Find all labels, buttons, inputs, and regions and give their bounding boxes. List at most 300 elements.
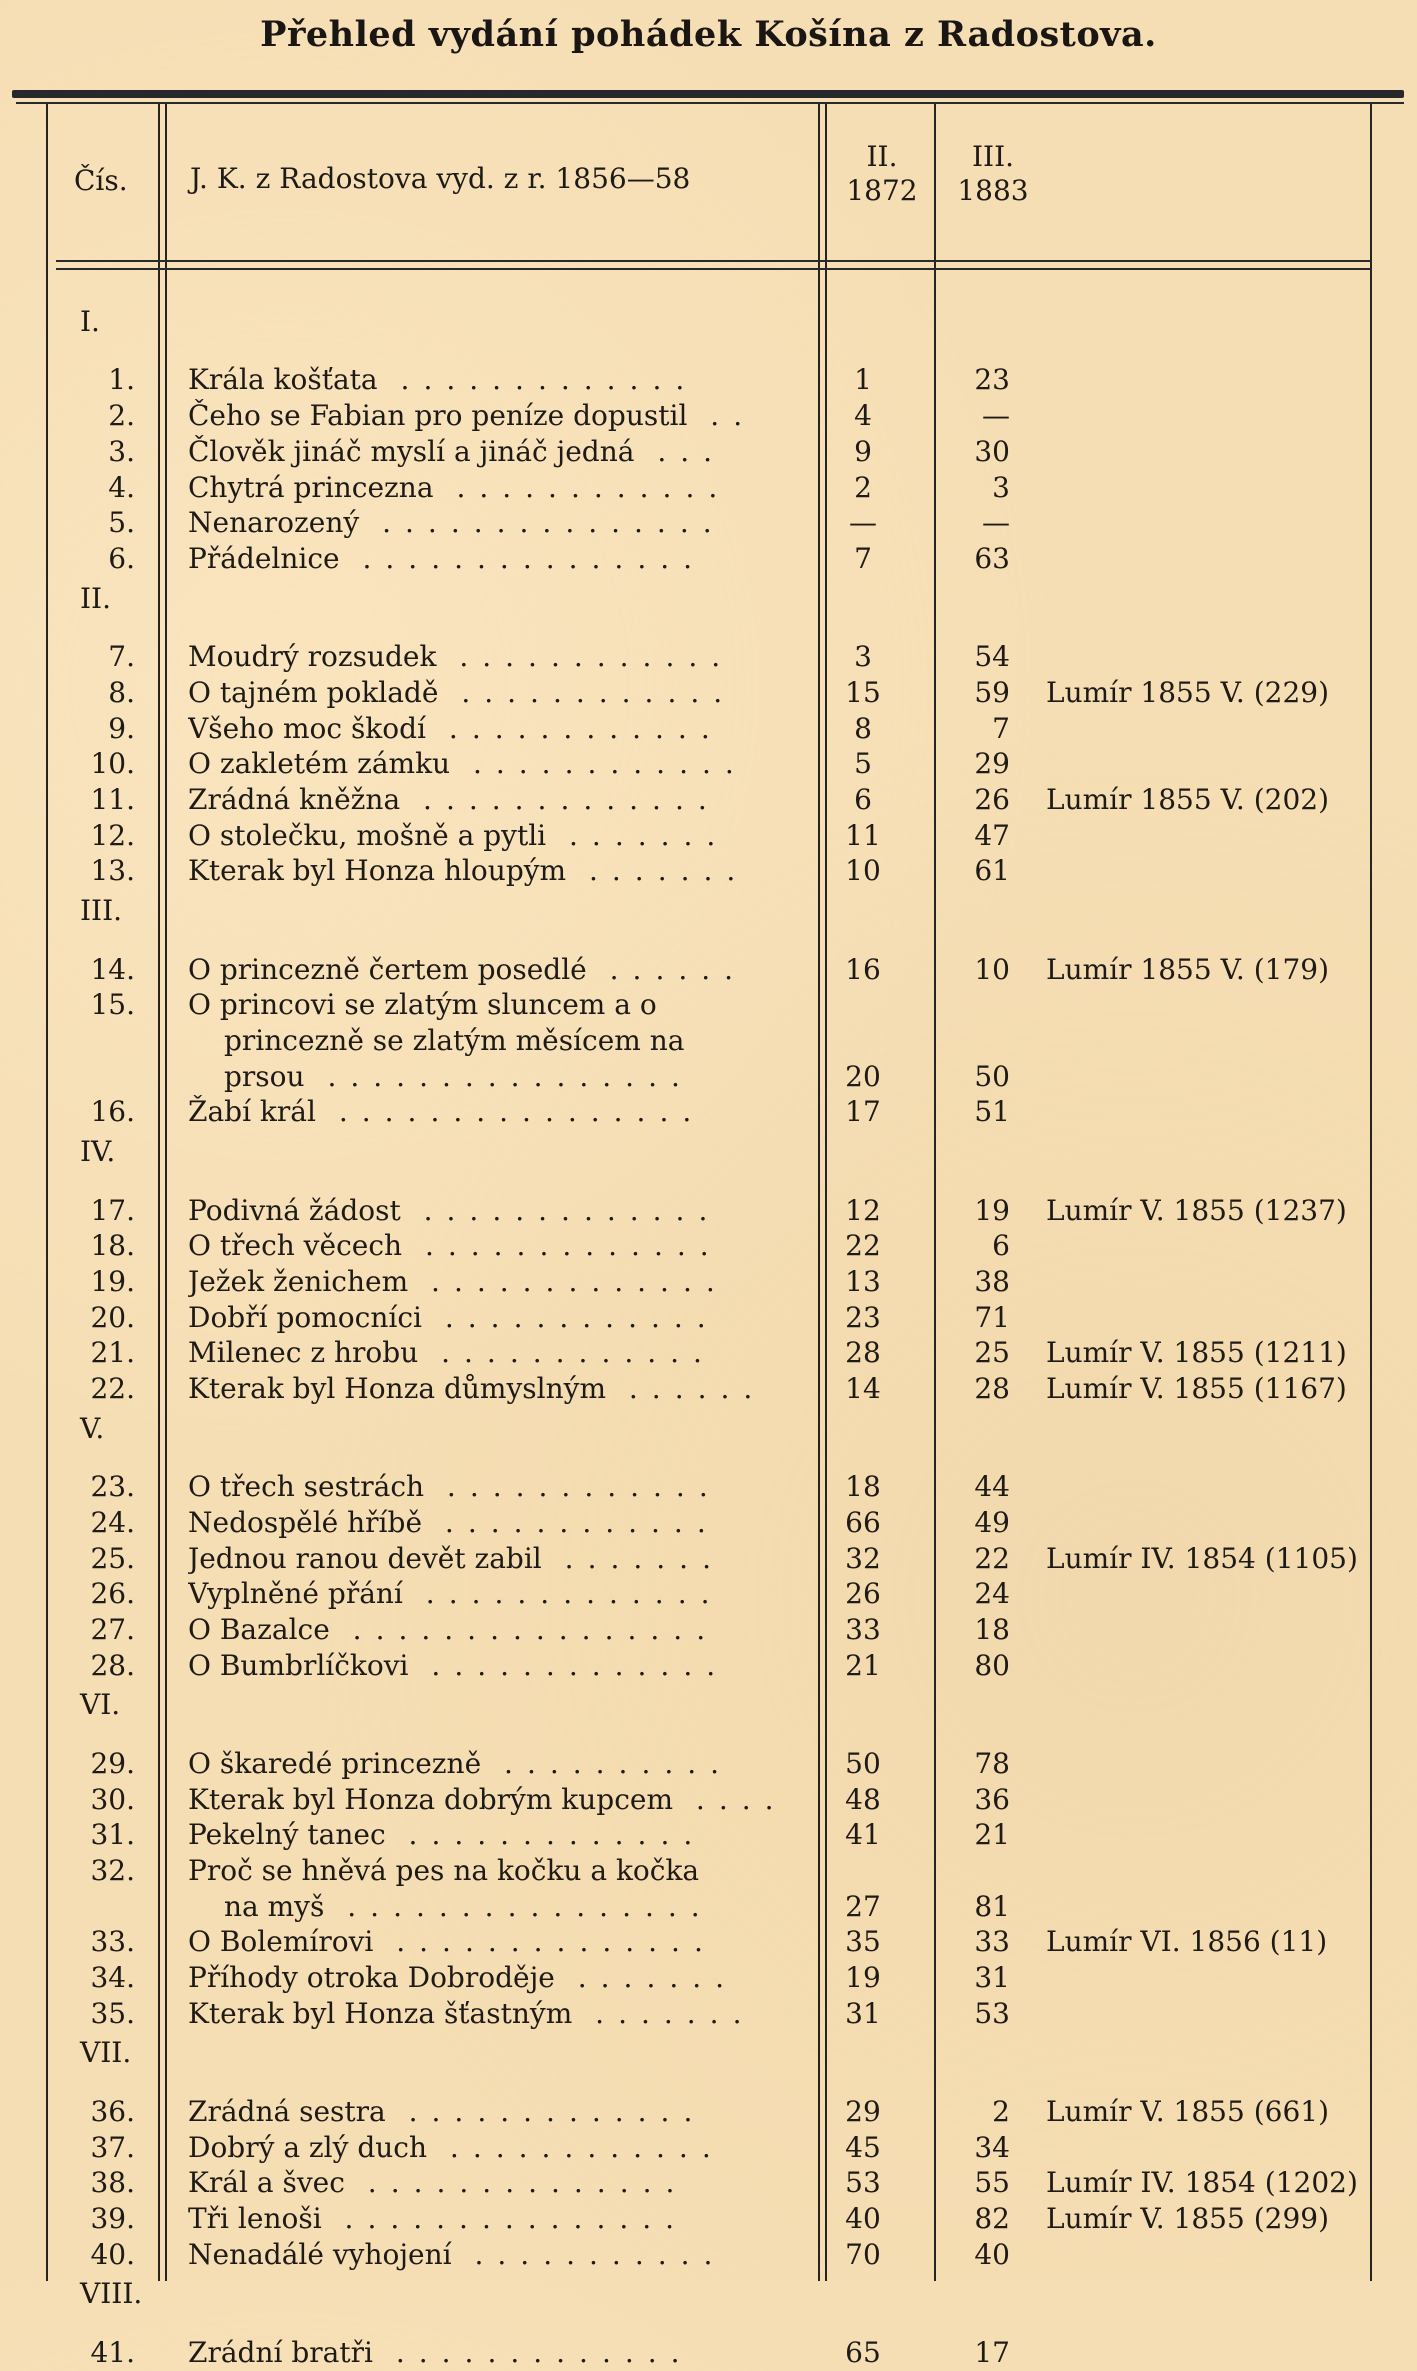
story-title-text: Kterak byl Honza hloupým xyxy=(188,854,567,888)
story-title xyxy=(188,1094,800,1130)
story-title-text: Pekelný tanec xyxy=(188,1818,386,1852)
edition-1883-page: 59 xyxy=(974,675,1010,709)
story-number: 41. xyxy=(90,2335,135,2369)
story-title-text: O Bazalce xyxy=(188,1612,330,1646)
story-number: 28. xyxy=(90,1648,135,1682)
story-title xyxy=(188,675,800,711)
edition-1883-page: 19 xyxy=(974,1193,1010,1227)
section-heading-row xyxy=(0,581,1417,617)
edition-1883-page: 54 xyxy=(974,640,1010,674)
edition-1883-page: 3 xyxy=(992,470,1010,504)
leader-dots: ............... xyxy=(321,2202,689,2236)
leader-dots: ............. xyxy=(408,1648,730,1682)
column-header-ed3-roman: III. xyxy=(971,140,1015,173)
story-title-text: Dobří pomocníci xyxy=(188,1300,422,1334)
leader-dots: ............ xyxy=(418,1336,716,1370)
story-title-text: Zrádní bratři xyxy=(188,2335,373,2369)
edition-1883-page: 7 xyxy=(992,711,1010,745)
section-heading-row xyxy=(0,1134,1417,1170)
leader-dots: ............ xyxy=(422,1505,720,1539)
table-row xyxy=(0,711,1417,747)
section-label: III. xyxy=(80,894,123,928)
leader-dots: ................ xyxy=(315,1095,706,1129)
table-row xyxy=(0,1264,1417,1300)
story-number: 34. xyxy=(90,1961,135,1995)
story-number: 32. xyxy=(90,1853,135,1887)
table-row xyxy=(0,746,1417,782)
table-row xyxy=(0,853,1417,889)
story-title-text: Čeho se Fabian pro peníze dopustil xyxy=(188,399,688,433)
edition-1883-page: 63 xyxy=(974,541,1010,575)
table-row xyxy=(0,1469,1417,1505)
story-number: 30. xyxy=(90,1782,135,1816)
leader-dots: ............. xyxy=(408,1264,729,1298)
leader-dots: ............. xyxy=(385,2094,707,2128)
edition-1883-page: 36 xyxy=(974,1782,1010,1816)
lumir-reference: Lumír V. 1855 (661) xyxy=(1046,2094,1329,2128)
table-row xyxy=(0,1996,1417,2032)
table-row xyxy=(0,675,1417,711)
leader-dots: ....... xyxy=(546,818,730,852)
story-title xyxy=(188,1469,800,1505)
edition-1883-page: 47 xyxy=(974,818,1010,852)
story-title-text: Tři lenoši xyxy=(188,2202,322,2236)
section-label: VIII. xyxy=(80,2277,143,2311)
table-row xyxy=(0,952,1417,988)
edition-1883-page: 29 xyxy=(974,747,1010,781)
edition-1883-page: 31 xyxy=(974,1961,1010,1995)
story-number: 25. xyxy=(90,1541,135,1575)
edition-1883-page: 17 xyxy=(974,2335,1010,2369)
edition-1883-page: 6 xyxy=(992,1229,1010,1263)
story-number: 7. xyxy=(108,640,135,674)
lumir-reference: Lumír IV. 1854 (1202) xyxy=(1046,2166,1358,2200)
table-row xyxy=(0,818,1417,854)
leader-dots: ....... xyxy=(572,1996,756,2030)
leader-dots: ............. xyxy=(372,2335,694,2369)
story-title-text: Zrádná kněžna xyxy=(188,782,401,816)
edition-1872-page: 20 xyxy=(845,1059,881,1093)
edition-1872-page: 12 xyxy=(845,1193,881,1227)
edition-1883-page: 50 xyxy=(974,1059,1010,1093)
leader-dots: ............ xyxy=(424,1470,722,1504)
story-number: 33. xyxy=(90,1925,135,1959)
story-title-text: Nenadálé vyhojení xyxy=(188,2237,452,2271)
edition-1883-page: 10 xyxy=(974,952,1010,986)
story-title xyxy=(188,2237,800,2273)
story-title-text: O Bumbrlíčkovi xyxy=(188,1648,409,1682)
edition-1883-page: 78 xyxy=(974,1746,1010,1780)
table-row xyxy=(0,1924,1417,1960)
section-label: I. xyxy=(80,305,100,338)
leader-dots: .... xyxy=(673,1782,788,1816)
story-number: 20. xyxy=(90,1300,135,1334)
edition-1883-page: 23 xyxy=(974,363,1010,397)
edition-1883-page: 44 xyxy=(974,1470,1010,1504)
lumir-reference: Lumír V. 1855 (1211) xyxy=(1046,1336,1347,1370)
edition-1883-page: 34 xyxy=(974,2130,1010,2164)
story-title xyxy=(188,1924,800,1960)
edition-1883-page: 81 xyxy=(974,1889,1010,1923)
story-title-text: Chytrá princezna xyxy=(188,470,434,504)
story-title xyxy=(188,639,800,675)
section-heading-row xyxy=(0,1411,1417,1447)
story-title xyxy=(188,434,800,470)
leader-dots: ....... xyxy=(554,1961,739,1995)
edition-1872-page: 22 xyxy=(845,1229,881,1263)
leader-dots: .......... xyxy=(481,1746,734,1780)
story-title xyxy=(188,1541,800,1577)
column-header-ed3 xyxy=(946,140,1040,208)
story-title xyxy=(188,1228,800,1264)
story-number: 26. xyxy=(90,1577,135,1611)
edition-1872-page: 8 xyxy=(854,711,872,745)
leader-dots: ............ xyxy=(426,711,724,745)
table-row xyxy=(0,987,1417,1023)
table-row-continuation xyxy=(0,1059,1417,1095)
table-row xyxy=(0,1648,1417,1684)
leader-dots: ............ xyxy=(427,2130,725,2164)
section-label: VI. xyxy=(80,1688,121,1722)
leader-dots: ............ xyxy=(436,640,735,674)
leader-dots: ...... xyxy=(606,1372,767,1405)
edition-1872-page: 45 xyxy=(845,2130,881,2164)
story-title-text: Podivná žádost xyxy=(188,1193,401,1227)
story-title xyxy=(188,2130,800,2166)
edition-1883-page: 40 xyxy=(974,2237,1010,2271)
story-title xyxy=(188,1300,800,1336)
leader-dots: ............. xyxy=(385,1818,707,1852)
story-title-text: Moudrý rozsudek xyxy=(188,640,437,674)
table-row xyxy=(0,2237,1417,2273)
table-row xyxy=(0,2165,1417,2201)
lumir-reference: Lumír VI. 1856 (11) xyxy=(1046,1925,1328,1959)
story-number: 23. xyxy=(90,1470,135,1504)
leader-dots: ................ xyxy=(304,1059,694,1093)
story-title xyxy=(188,1264,800,1300)
edition-1872-page: 14 xyxy=(845,1372,881,1405)
column-header-ed3-year: 1883 xyxy=(957,174,1029,207)
story-title xyxy=(188,1817,800,1853)
story-number: 3. xyxy=(108,434,135,468)
story-title xyxy=(188,1193,800,1229)
leader-dots: ............ xyxy=(450,747,748,781)
table-row xyxy=(0,1612,1417,1648)
story-number: 8. xyxy=(108,675,135,709)
story-number: 9. xyxy=(108,711,135,745)
edition-1872-page: 4 xyxy=(854,399,872,433)
table-row xyxy=(0,470,1417,506)
edition-1883-page: 18 xyxy=(974,1612,1010,1646)
table-row xyxy=(0,1371,1417,1407)
story-number: 35. xyxy=(90,1996,135,2030)
table-row xyxy=(0,1335,1417,1371)
story-number: 39. xyxy=(90,2202,135,2236)
story-title-text: Král a švec xyxy=(188,2166,345,2200)
story-title xyxy=(188,782,800,818)
story-number: 10. xyxy=(90,747,135,781)
table-row xyxy=(0,1817,1417,1853)
story-title xyxy=(188,1960,800,1996)
top-thin-rule xyxy=(16,102,1404,104)
table-row-continuation xyxy=(0,1023,1417,1059)
edition-1883-page: 22 xyxy=(974,1541,1010,1575)
edition-1872-page: 9 xyxy=(854,434,872,468)
story-title-text: Všeho moc škodí xyxy=(188,711,427,745)
edition-1872-page: 32 xyxy=(845,1541,881,1575)
lumir-reference: Lumír V. 1855 (1237) xyxy=(1046,1193,1347,1227)
section-label: VII. xyxy=(80,2036,132,2070)
story-title xyxy=(188,1335,800,1371)
story-title-text: Milenec z hrobu xyxy=(188,1336,419,1370)
table-row xyxy=(0,782,1417,818)
story-title-text: Člověk jináč myslí a jináč jedná xyxy=(188,434,635,468)
story-title xyxy=(188,362,800,398)
edition-1872-page: 1 xyxy=(854,363,872,397)
story-number: 14. xyxy=(90,952,135,986)
story-title xyxy=(188,541,800,577)
leader-dots: ...... xyxy=(586,952,748,986)
edition-1883-page: 24 xyxy=(974,1577,1010,1611)
edition-1883-page: 71 xyxy=(974,1300,1010,1334)
edition-1872-page: 33 xyxy=(845,1612,881,1646)
lumir-reference: Lumír V. 1855 (299) xyxy=(1046,2202,1329,2236)
edition-1883-page: 25 xyxy=(974,1336,1010,1370)
leader-dots: .............. xyxy=(344,2166,689,2200)
story-title-text: Ježek ženichem xyxy=(188,1264,409,1298)
edition-1872-page: 66 xyxy=(845,1505,881,1539)
story-number: 36. xyxy=(90,2094,135,2128)
story-number: 15. xyxy=(90,988,135,1022)
story-number: 5. xyxy=(108,506,135,540)
header-bottom-rule-2 xyxy=(56,268,1372,270)
edition-1872-page: 40 xyxy=(845,2202,881,2236)
edition-1872-page: 16 xyxy=(845,952,881,986)
story-title xyxy=(188,987,800,1023)
story-title-text: Žabí král xyxy=(188,1095,316,1129)
story-number: 24. xyxy=(90,1505,135,1539)
leader-dots: .............. xyxy=(373,1925,717,1959)
edition-1883-page: 33 xyxy=(974,1925,1010,1959)
story-title-text: Vyplněné přání xyxy=(188,1577,403,1611)
table-row xyxy=(0,2201,1417,2237)
edition-1883-page: 61 xyxy=(974,854,1010,888)
edition-1872-page: 28 xyxy=(845,1336,881,1370)
story-title-text: O Bolemírovi xyxy=(188,1925,374,1959)
section-heading-row xyxy=(0,1687,1417,1723)
leader-dots: ............. xyxy=(400,782,721,816)
story-title-text: princezně se zlatým měsícem na xyxy=(224,1023,685,1057)
edition-1872-page: 6 xyxy=(854,782,872,816)
edition-1872-page: 17 xyxy=(845,1095,881,1129)
story-title-text: na myš xyxy=(224,1889,325,1923)
lumir-reference: Lumír 1855 V. (179) xyxy=(1046,952,1329,986)
story-title-text: O princovi se zlatým sluncem a o xyxy=(188,988,657,1022)
top-thick-rule xyxy=(12,90,1404,98)
edition-1872-page: 7 xyxy=(854,541,872,575)
edition-1872-page: 13 xyxy=(845,1264,881,1298)
leader-dots: ................ xyxy=(329,1612,720,1646)
story-number: 17. xyxy=(90,1193,135,1227)
table-row xyxy=(0,362,1417,398)
edition-1883-page: 28 xyxy=(974,1372,1010,1405)
table-row xyxy=(0,1746,1417,1782)
section-label: IV. xyxy=(80,1135,116,1169)
edition-1872-page: 21 xyxy=(845,1648,881,1682)
edition-1872-page: 23 xyxy=(845,1300,881,1334)
story-number: 29. xyxy=(90,1746,135,1780)
story-number: 27. xyxy=(90,1612,135,1646)
story-number: 13. xyxy=(90,854,135,888)
table-row xyxy=(0,541,1417,577)
story-title xyxy=(188,505,800,541)
edition-1872-page: 29 xyxy=(845,2094,881,2128)
leader-dots: ............ xyxy=(438,675,737,709)
edition-1883-page: 82 xyxy=(974,2202,1010,2236)
edition-1883-page: 21 xyxy=(974,1818,1010,1852)
edition-1883-page: 49 xyxy=(974,1505,1010,1539)
leader-dots: .. xyxy=(687,399,757,433)
leader-dots: ............. xyxy=(377,363,699,397)
edition-1872-page: 10 xyxy=(845,854,881,888)
edition-1872-page: 3 xyxy=(854,640,872,674)
edition-1883-page: — xyxy=(982,399,1010,433)
story-number: 21. xyxy=(90,1336,135,1370)
leader-dots: ............... xyxy=(339,541,707,575)
story-title xyxy=(224,1059,800,1095)
story-number: 1. xyxy=(108,363,135,397)
table-row xyxy=(0,1960,1417,1996)
table-row xyxy=(0,1576,1417,1612)
story-title-text: Jednou ranou devět zabil xyxy=(188,1541,542,1575)
story-title xyxy=(188,2201,800,2237)
story-title-text: O třech věcech xyxy=(188,1229,403,1263)
edition-1883-page: 30 xyxy=(974,434,1010,468)
edition-1872-page: 19 xyxy=(845,1961,881,1995)
story-number: 22. xyxy=(90,1372,135,1405)
story-title-text: Příhody otroka Dobroděje xyxy=(188,1961,555,1995)
story-title xyxy=(188,1612,800,1648)
column-header-ed2-year: 1872 xyxy=(846,174,918,207)
story-title-text: O princezně čertem posedlé xyxy=(188,952,587,986)
table-row xyxy=(0,1853,1417,1889)
section-heading-row xyxy=(0,2276,1417,2312)
story-title-text: O stolečku, mošně a pytli xyxy=(188,818,547,852)
story-title xyxy=(188,1782,800,1818)
edition-1872-page: 15 xyxy=(845,675,881,709)
table-row xyxy=(0,1782,1417,1818)
page-title: Přehled vydání pohádek Košína z Radostova. xyxy=(260,14,1157,55)
story-number: 19. xyxy=(90,1264,135,1298)
story-title-text: Kterak byl Honza důmyslným xyxy=(188,1372,606,1405)
story-title xyxy=(188,1648,800,1684)
table-row xyxy=(0,1541,1417,1577)
edition-1872-page: 65 xyxy=(845,2335,881,2369)
edition-1883-page: 2 xyxy=(992,2094,1010,2128)
story-title-text: Nedospělé hříbě xyxy=(188,1505,423,1539)
story-title-text: Kterak byl Honza šťastným xyxy=(188,1996,573,2030)
story-title-text: Přádelnice xyxy=(188,541,340,575)
story-title xyxy=(188,818,800,854)
story-number: 2. xyxy=(108,399,135,433)
story-title xyxy=(188,398,800,434)
lumir-reference: Lumír V. 1855 (1167) xyxy=(1046,1372,1347,1405)
edition-1872-page: 31 xyxy=(845,1996,881,2030)
leader-dots: ....... xyxy=(541,1541,725,1575)
section-heading-row xyxy=(0,304,1417,340)
story-title xyxy=(188,1746,800,1782)
story-title xyxy=(188,952,800,988)
story-number: 18. xyxy=(90,1229,135,1263)
story-title xyxy=(188,711,800,747)
story-title xyxy=(188,1996,800,2032)
lumir-reference: Lumír 1855 V. (229) xyxy=(1046,675,1329,709)
table-row xyxy=(0,1505,1417,1541)
leader-dots: ............. xyxy=(402,1577,724,1611)
section-label: II. xyxy=(80,581,112,615)
leader-dots: ........... xyxy=(451,2237,727,2271)
story-title-text: O škaredé princezně xyxy=(188,1746,482,1780)
table-row xyxy=(0,1300,1417,1336)
table-row xyxy=(0,1193,1417,1229)
story-number: 4. xyxy=(108,470,135,504)
story-title xyxy=(188,470,800,506)
story-title-text: O tajném pokladě xyxy=(188,675,439,709)
story-title xyxy=(188,1576,800,1612)
table-row-continuation xyxy=(0,1889,1417,1925)
leader-dots: ............ xyxy=(433,470,732,504)
edition-1883-page: 38 xyxy=(974,1264,1010,1298)
story-title xyxy=(188,2335,800,2371)
edition-1872-page: 53 xyxy=(845,2166,881,2200)
edition-1872-page: — xyxy=(849,506,877,540)
story-title-text: Nenarozený xyxy=(188,506,360,540)
story-number: 6. xyxy=(108,541,135,575)
story-title xyxy=(188,2094,800,2130)
edition-1883-page: 55 xyxy=(974,2166,1010,2200)
story-number: 12. xyxy=(90,818,135,852)
column-header-title: J. K. z Radostova vyd. z r. 1856—58 xyxy=(190,162,691,195)
leader-dots: ............ xyxy=(421,1300,720,1334)
header-bottom-rule-1 xyxy=(56,260,1372,262)
table-row xyxy=(0,2130,1417,2166)
edition-1872-page: 18 xyxy=(845,1470,881,1504)
lumir-reference: Lumír 1855 V. (202) xyxy=(1046,782,1329,816)
lumir-reference: Lumír IV. 1854 (1105) xyxy=(1046,1541,1358,1575)
edition-1883-page: 26 xyxy=(974,782,1010,816)
story-title xyxy=(188,853,800,889)
table-row xyxy=(0,2094,1417,2130)
leader-dots: ................ xyxy=(324,1889,714,1923)
edition-1872-page: 27 xyxy=(845,1889,881,1923)
edition-1872-page: 48 xyxy=(845,1782,881,1816)
table-row xyxy=(0,505,1417,541)
section-heading-row xyxy=(0,2035,1417,2071)
edition-1872-page: 26 xyxy=(845,1577,881,1611)
leader-dots: ............... xyxy=(359,506,726,540)
story-title xyxy=(188,1853,800,1889)
edition-1883-page: 80 xyxy=(974,1648,1010,1682)
edition-1883-page: 51 xyxy=(974,1095,1010,1129)
edition-1872-page: 50 xyxy=(845,1746,881,1780)
edition-1872-page: 41 xyxy=(845,1818,881,1852)
table-row xyxy=(0,1094,1417,1130)
story-title xyxy=(188,1371,800,1407)
edition-1872-page: 5 xyxy=(854,747,872,781)
column-header-ed2 xyxy=(835,140,929,208)
story-title-text: Proč se hněvá pes na kočku a kočka xyxy=(188,1853,700,1887)
edition-1872-page: 35 xyxy=(845,1925,881,1959)
